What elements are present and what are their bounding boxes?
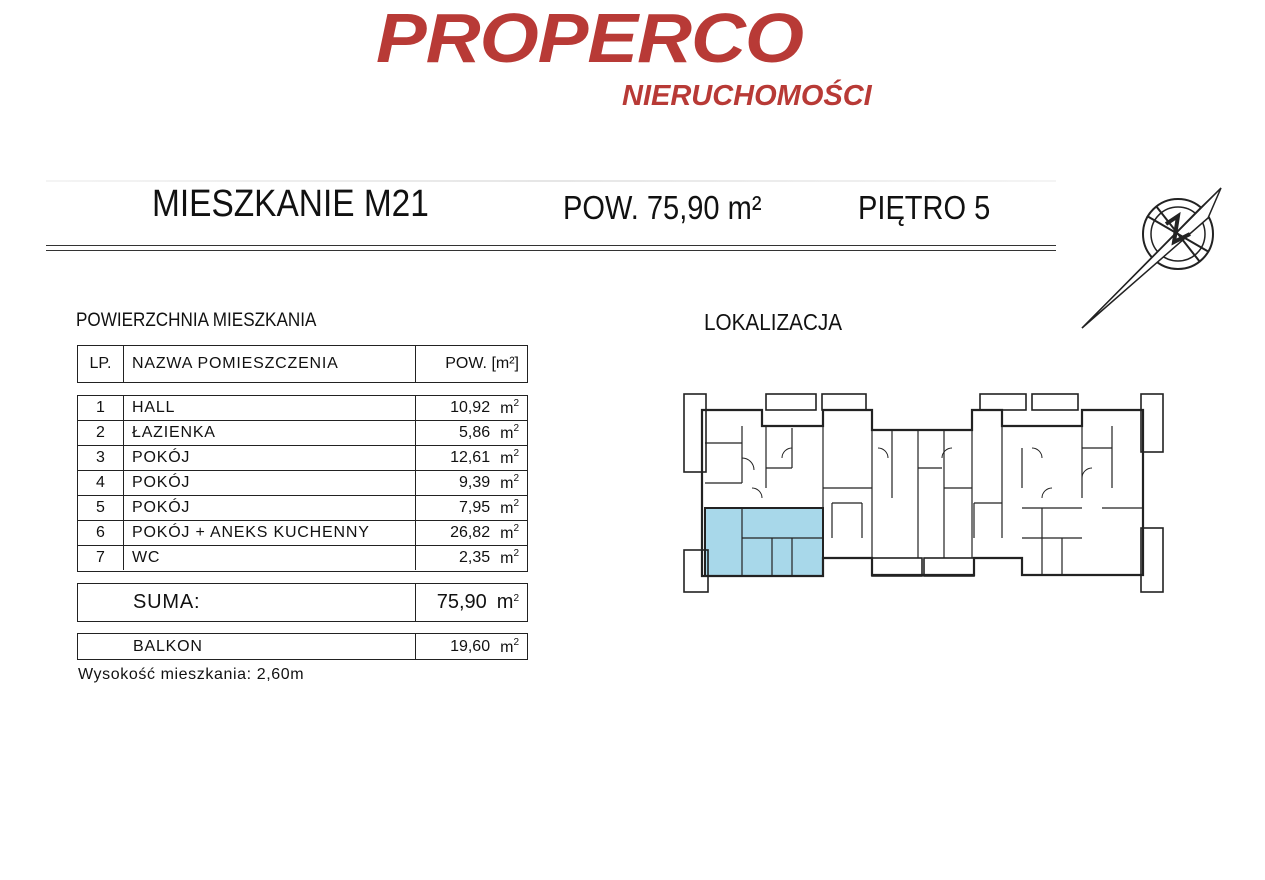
row-area-value: 2,35 — [458, 549, 491, 566]
row-room-name: POKÓJ + ANEKS KUCHENNY — [124, 521, 416, 545]
sum-area — [416, 584, 527, 621]
company-logo — [376, 0, 896, 114]
balcony-outline — [1141, 394, 1163, 452]
balcony-outline — [1032, 394, 1078, 410]
area-unit: $m^2$ — [500, 548, 519, 567]
sum-label: SUMA: — [78, 584, 416, 621]
area-unit: $m^2$ — [500, 473, 519, 492]
row-room-name: POKÓJ — [124, 496, 416, 520]
row-area-value: 9,39 — [458, 474, 491, 491]
table-row — [78, 496, 527, 521]
balcony-outline — [872, 558, 922, 576]
area-section-title: POWIERZCHNIA MIESZKANIA — [76, 310, 317, 331]
logo-wordmark: PROPERCO — [376, 0, 803, 78]
door-swings — [742, 448, 1092, 498]
balcony-outline — [924, 558, 974, 576]
balcony-outline — [822, 394, 866, 410]
balcony-table — [77, 633, 528, 660]
row-lp: 3 — [78, 446, 124, 470]
area-unit: $m^2$ — [500, 523, 519, 542]
highlighted-apartment — [705, 508, 823, 576]
header-room-name: NAZWA POMIESZCZENIA — [124, 346, 416, 382]
balcony-row — [78, 634, 527, 659]
table-row — [78, 471, 527, 496]
balcony-label: BALKON — [78, 634, 416, 659]
header-divider — [46, 250, 1056, 251]
row-lp: 7 — [78, 546, 124, 570]
apartment-header — [46, 180, 1056, 254]
row-lp: 6 — [78, 521, 124, 545]
area-unit: $m^2$ — [500, 636, 519, 656]
row-room-name: POKÓJ — [124, 446, 416, 470]
table-row — [78, 396, 527, 421]
row-area — [416, 421, 527, 445]
sum-row — [78, 584, 527, 621]
balcony-outline — [980, 394, 1026, 410]
row-area — [416, 446, 527, 470]
logo-tagline: NIERUCHOMOŚCI — [622, 80, 872, 112]
apartment-area: POW. 75,90 m² — [563, 189, 762, 226]
balcony-area-value: 19,60 — [450, 637, 491, 655]
north-arrow-icon — [1078, 186, 1228, 332]
row-room-name: WC — [124, 546, 416, 570]
apartment-name: MIESZKANIE M21 — [152, 183, 429, 225]
row-area-value: 10,92 — [450, 399, 491, 416]
row-room-name: POKÓJ — [124, 471, 416, 495]
table-row — [78, 446, 527, 471]
row-lp: 4 — [78, 471, 124, 495]
area-unit: $m^2$ — [500, 498, 519, 517]
rooms-table-header — [77, 345, 528, 383]
area-unit: $m^2$ — [496, 591, 519, 613]
row-lp: 5 — [78, 496, 124, 520]
row-lp: 2 — [78, 421, 124, 445]
apartment-floor: PIĘTRO 5 — [858, 189, 991, 226]
floor-plan-location — [682, 388, 1166, 596]
area-unit: $m^2$ — [500, 448, 519, 467]
area-unit: $m^2$ — [500, 398, 519, 417]
table-row — [78, 521, 527, 546]
table-row — [78, 546, 527, 570]
row-lp: 1 — [78, 396, 124, 420]
row-area-value: 26,82 — [450, 524, 491, 541]
row-area-value: 5,86 — [458, 424, 491, 441]
row-area — [416, 546, 527, 570]
apartment-height-note: Wysokość mieszkania: 2,60m — [78, 666, 305, 683]
header-lp: LP. — [78, 346, 124, 382]
row-area-value: 7,95 — [458, 499, 491, 516]
row-area — [416, 471, 527, 495]
sum-area-value: 75,90 — [436, 591, 487, 613]
header-row — [78, 346, 527, 382]
location-section-title: LOKALIZACJA — [704, 309, 843, 335]
row-room-name: HALL — [124, 396, 416, 420]
header-divider — [46, 245, 1056, 246]
row-room-name: ŁAZIENKA — [124, 421, 416, 445]
area-unit: $m^2$ — [500, 423, 519, 442]
sum-table — [77, 583, 528, 622]
row-area — [416, 396, 527, 420]
rooms-table — [77, 395, 528, 572]
row-area-value: 12,61 — [450, 449, 491, 466]
balcony-area — [416, 634, 527, 659]
balcony-outline — [1141, 528, 1163, 592]
header-area: POW. [m²] — [445, 355, 519, 372]
table-row — [78, 421, 527, 446]
row-area — [416, 496, 527, 520]
balcony-outline — [766, 394, 816, 410]
row-area — [416, 521, 527, 545]
